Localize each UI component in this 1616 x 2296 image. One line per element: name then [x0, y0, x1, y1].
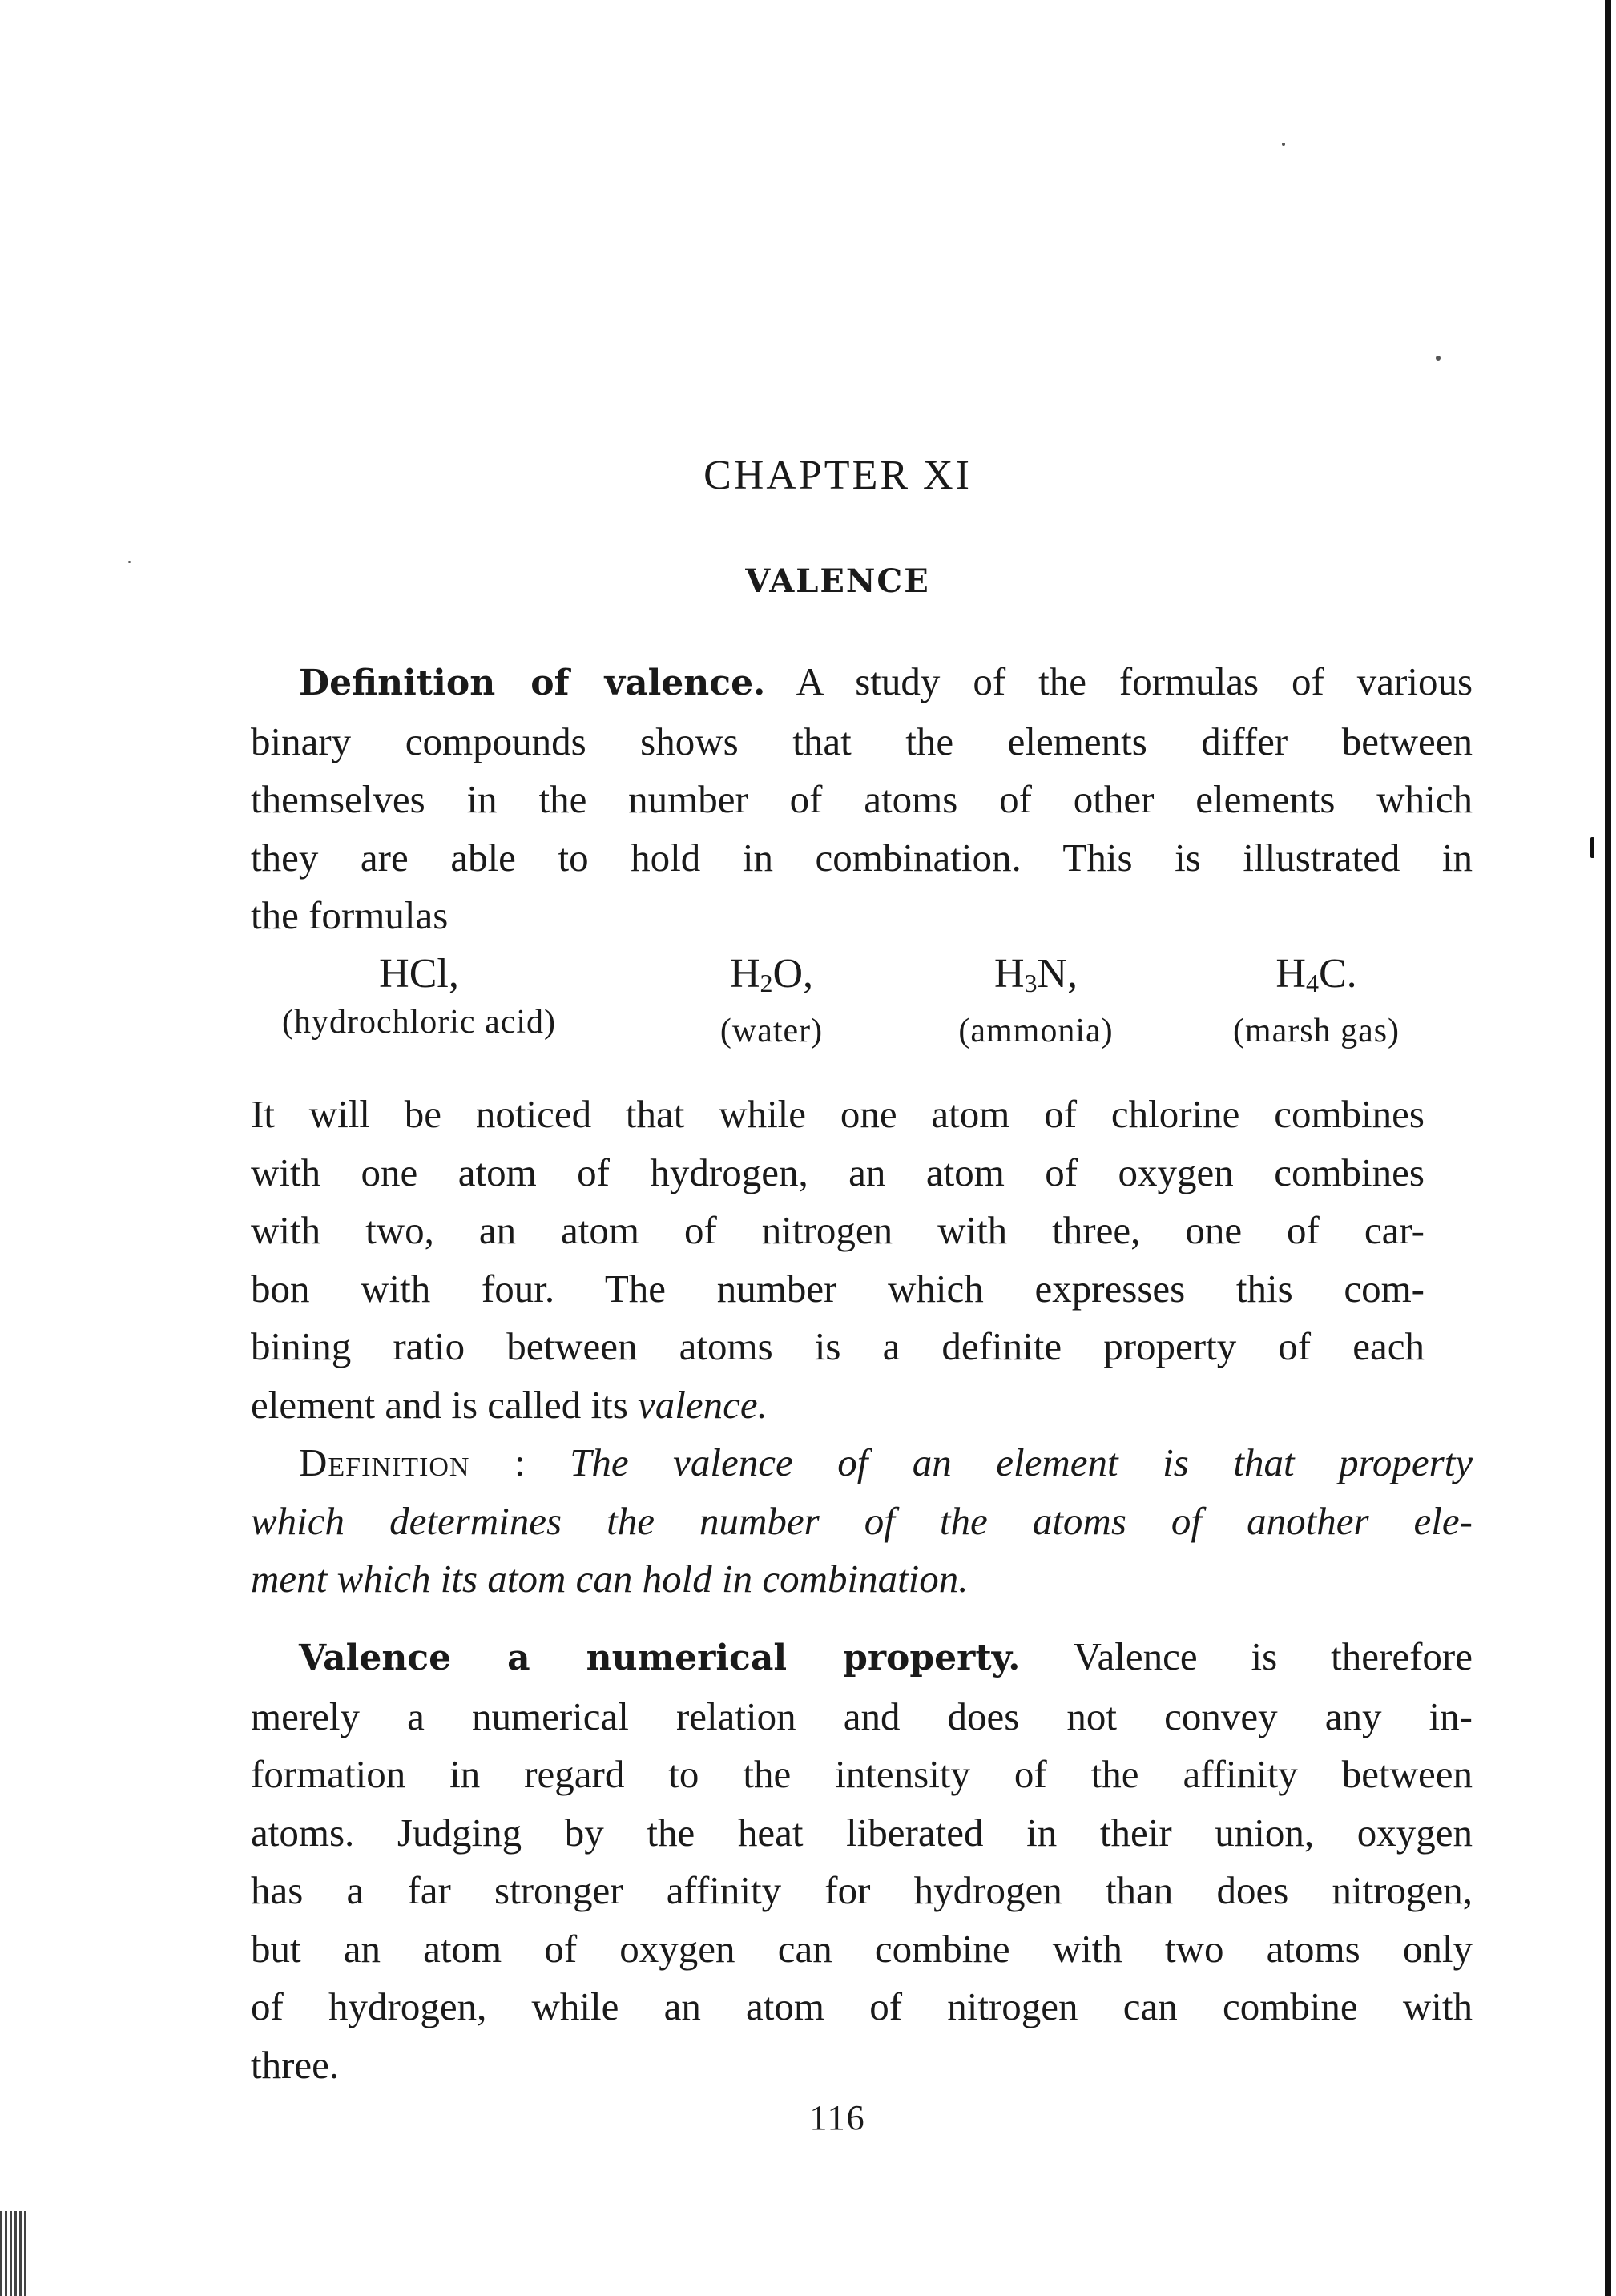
text-line: the formulas	[251, 893, 449, 937]
speck	[1282, 143, 1285, 146]
definition-text: The valence of an element is that property	[570, 1440, 1473, 1484]
text-line: It will be noticed that while one atom of chlorine combines	[251, 1092, 1425, 1136]
compound-name: (water)	[719, 1013, 824, 1049]
compound-name: (marsh gas)	[1232, 1013, 1400, 1049]
text-line	[251, 1376, 1425, 1435]
text-line	[299, 653, 1473, 713]
definition-text: ment which its atom can hold in combination.	[251, 1557, 969, 1601]
chapter-heading: CHAPTER XI	[703, 453, 972, 498]
text-line: with one atom of hydrogen, an atom of oxygen combines	[251, 1150, 1425, 1194]
formula-text	[251, 948, 587, 1001]
formula-text	[675, 948, 868, 1009]
formula-row	[251, 948, 1425, 1068]
formula-rest: N,	[1037, 951, 1078, 997]
page-edge-shadow	[1605, 0, 1611, 2296]
paragraph-heading: Definition of valence.	[299, 663, 766, 703]
text-line: but an atom of oxygen can combine with two atoms only	[251, 1926, 1473, 1971]
text-line: with two, an atom of nitrogen with three, one of car-	[251, 1208, 1425, 1252]
speck	[128, 561, 131, 563]
text-line: they are able to hold in combination. This is illustrated in	[251, 835, 1473, 880]
formula-rest: C.	[1318, 951, 1357, 997]
edge-blot	[1590, 837, 1594, 858]
formula-symbol: H	[729, 951, 760, 997]
text-line: bining ratio between atoms is a definite property of each	[251, 1324, 1425, 1368]
definition-block	[251, 1434, 1473, 1609]
speck	[1436, 356, 1441, 361]
paragraph-definition-of-valence	[251, 653, 1473, 945]
formula-text	[1208, 948, 1425, 1009]
formula-h4c	[1208, 948, 1425, 1053]
text-line: binary compounds shows that the elements differ between	[251, 719, 1473, 763]
paragraph-combining-ratio	[251, 1086, 1425, 1434]
text-line	[299, 1434, 1473, 1492]
paragraph-heading: Valence a numerical property.	[299, 1637, 1021, 1678]
formula-symbol: H	[993, 951, 1025, 997]
formula-symbol: H	[379, 951, 409, 997]
text-span: Valence is therefore	[1073, 1634, 1473, 1678]
compound-name: (hydrochloric acid)	[281, 1004, 557, 1041]
text-span: A study of the formulas of various	[796, 659, 1473, 703]
definition-label: Definition	[299, 1440, 470, 1484]
formula-h3n	[916, 948, 1156, 1053]
text-line: has a far stronger affinity for hydrogen than does nitrogen,	[251, 1868, 1473, 1912]
text-span: element and is called its	[251, 1382, 639, 1427]
definition-separator: :	[469, 1440, 570, 1484]
text-line: atoms. Judging by the heat liberated in their union, oxygen	[251, 1810, 1473, 1855]
binding-marks	[0, 2211, 29, 2296]
paragraph-numerical-property	[251, 1628, 1473, 2094]
formula-hcl	[251, 948, 587, 1044]
formula-rest: O,	[772, 951, 814, 997]
compound-name: (ammonia)	[958, 1013, 1114, 1049]
text-line: themselves in the number of atoms of other elements which	[251, 777, 1473, 821]
formula-h2o	[675, 948, 868, 1053]
text-line: merely a numerical relation and does not convey any in-	[251, 1694, 1473, 1738]
formula-rest: Cl,	[409, 951, 459, 997]
formula-text	[916, 948, 1156, 1009]
text-line: of hydrogen, while an atom of nitrogen can combine with	[251, 1984, 1473, 2028]
definition-text: which determines the number of the atoms of another ele-	[251, 1498, 1473, 1543]
text-line	[299, 1628, 1473, 1688]
text-line: three.	[251, 2042, 340, 2087]
formula-subscript: 4	[1305, 969, 1319, 997]
formula-subscript: 2	[760, 969, 773, 997]
formula-symbol: H	[1275, 951, 1306, 997]
text-line: bon with four. The number which expresses this com-	[251, 1266, 1425, 1311]
page-number: 116	[809, 2098, 866, 2137]
section-title: VALENCE	[745, 562, 930, 600]
formula-subscript: 3	[1024, 969, 1038, 997]
emphasized-term: valence.	[638, 1382, 768, 1427]
text-line: formation in regard to the intensity of the affinity between	[251, 1752, 1473, 1796]
